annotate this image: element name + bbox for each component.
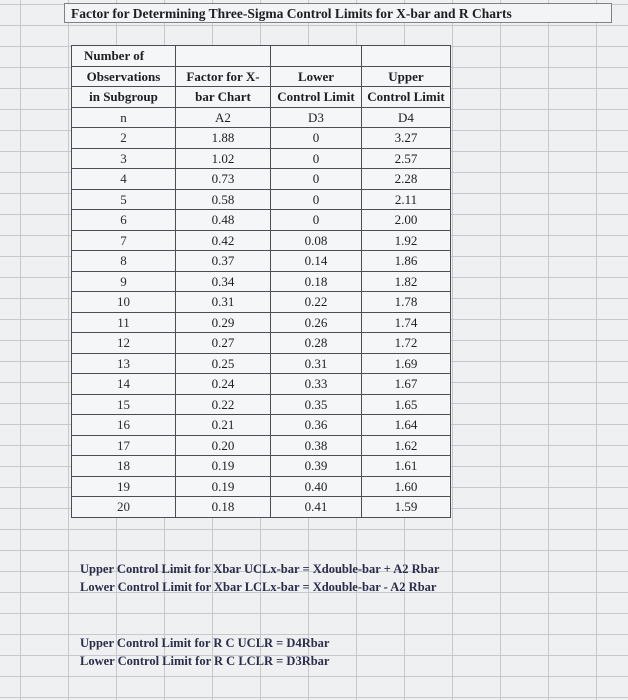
cell-n: 8 xyxy=(72,251,176,272)
ucl-xbar-formula: Upper Control Limit for Xbar UCLx-bar = Xdouble-bar + A2 Rbar xyxy=(80,562,440,576)
table-row xyxy=(72,476,451,497)
cell-d4: 1.67 xyxy=(362,374,451,395)
cell-a2: 0.25 xyxy=(176,353,271,374)
header-n-line2: Observations xyxy=(72,66,176,87)
cell-d3: 0.14 xyxy=(271,251,362,272)
cell-d4: 1.78 xyxy=(362,292,451,313)
cell-n: 6 xyxy=(72,210,176,231)
sheet-title: Factor for Determining Three-Sigma Control Limits for X-bar and R Charts xyxy=(64,3,612,23)
table-row xyxy=(72,374,451,395)
cell-d4: 1.64 xyxy=(362,415,451,436)
table-row xyxy=(72,148,451,169)
cell-d3: 0.39 xyxy=(271,456,362,477)
cell-a2: 1.02 xyxy=(176,148,271,169)
cell-n: 16 xyxy=(72,415,176,436)
cell-a2: 0.24 xyxy=(176,374,271,395)
formula-block xyxy=(80,560,439,670)
cell-d3: 0 xyxy=(271,189,362,210)
table-row xyxy=(72,415,451,436)
cell-n: 17 xyxy=(72,435,176,456)
symbol-d3: D3 xyxy=(271,107,362,128)
cell-a2: 0.31 xyxy=(176,292,271,313)
cell-a2: 0.48 xyxy=(176,210,271,231)
table-row xyxy=(72,251,451,272)
cell-n: 20 xyxy=(72,497,176,518)
cell-a2: 0.58 xyxy=(176,189,271,210)
header-d4-line2: Upper xyxy=(362,66,451,87)
header-row-3 xyxy=(72,87,451,108)
cell-d4: 2.00 xyxy=(362,210,451,231)
cell-d3: 0.08 xyxy=(271,230,362,251)
cell-a2: 0.20 xyxy=(176,435,271,456)
table-row xyxy=(72,435,451,456)
table-row xyxy=(72,169,451,190)
cell-d4: 1.82 xyxy=(362,271,451,292)
cell-d3: 0.22 xyxy=(271,292,362,313)
header-d3-line2: Lower xyxy=(271,66,362,87)
cell-d3: 0.33 xyxy=(271,374,362,395)
header-a2-line3: bar Chart xyxy=(176,87,271,108)
cell-d3: 0.28 xyxy=(271,333,362,354)
symbol-d4: D4 xyxy=(362,107,451,128)
cell-n: 19 xyxy=(72,476,176,497)
header-d3-line1 xyxy=(271,46,362,67)
table-row xyxy=(72,497,451,518)
cell-d4: 2.11 xyxy=(362,189,451,210)
cell-d3: 0.38 xyxy=(271,435,362,456)
cell-d4: 2.28 xyxy=(362,169,451,190)
cell-d4: 1.72 xyxy=(362,333,451,354)
table-row xyxy=(72,189,451,210)
cell-d4: 3.27 xyxy=(362,128,451,149)
cell-d4: 1.69 xyxy=(362,353,451,374)
cell-d3: 0.36 xyxy=(271,415,362,436)
header-a2-line1 xyxy=(176,46,271,67)
factor-table xyxy=(71,45,451,518)
header-a2-line2: Factor for X- xyxy=(176,66,271,87)
table-row xyxy=(72,312,451,333)
table-row xyxy=(72,292,451,313)
cell-d3: 0.18 xyxy=(271,271,362,292)
cell-n: 2 xyxy=(72,128,176,149)
cell-a2: 0.29 xyxy=(176,312,271,333)
cell-d3: 0.31 xyxy=(271,353,362,374)
cell-d4: 1.59 xyxy=(362,497,451,518)
cell-a2: 0.27 xyxy=(176,333,271,354)
cell-a2: 0.34 xyxy=(176,271,271,292)
ucl-r-formula: Upper Control Limit for R C UCLR = D4Rbar xyxy=(80,636,330,650)
factor-table-container xyxy=(71,45,451,518)
cell-d3: 0 xyxy=(271,128,362,149)
cell-n: 4 xyxy=(72,169,176,190)
header-row-2 xyxy=(72,66,451,87)
cell-n: 13 xyxy=(72,353,176,374)
cell-a2: 0.19 xyxy=(176,476,271,497)
cell-d3: 0 xyxy=(271,148,362,169)
table-row xyxy=(72,456,451,477)
cell-a2: 0.73 xyxy=(176,169,271,190)
table-row xyxy=(72,333,451,354)
cell-n: 14 xyxy=(72,374,176,395)
cell-n: 10 xyxy=(72,292,176,313)
table-row xyxy=(72,128,451,149)
cell-n: 5 xyxy=(72,189,176,210)
cell-d3: 0.35 xyxy=(271,394,362,415)
header-n-line1: Number of xyxy=(72,46,176,67)
header-d3-line3: Control Limit xyxy=(271,87,362,108)
table-row xyxy=(72,271,451,292)
factor-table-body xyxy=(72,128,451,518)
cell-n: 9 xyxy=(72,271,176,292)
table-row xyxy=(72,394,451,415)
lcl-r-formula: Lower Control Limit for R C LCLR = D3Rbar xyxy=(80,654,330,668)
lcl-xbar-formula: Lower Control Limit for Xbar LCLx-bar = Xdouble-bar - A2 Rbar xyxy=(80,580,437,594)
header-d4-line3: Control Limit xyxy=(362,87,451,108)
table-row xyxy=(72,230,451,251)
cell-a2: 0.19 xyxy=(176,456,271,477)
table-row xyxy=(72,210,451,231)
cell-d4: 1.74 xyxy=(362,312,451,333)
cell-a2: 0.21 xyxy=(176,415,271,436)
cell-d4: 2.57 xyxy=(362,148,451,169)
cell-d4: 1.92 xyxy=(362,230,451,251)
symbol-a2: A2 xyxy=(176,107,271,128)
table-row xyxy=(72,353,451,374)
cell-d4: 1.86 xyxy=(362,251,451,272)
header-d4-line1 xyxy=(362,46,451,67)
cell-d3: 0.41 xyxy=(271,497,362,518)
cell-n: 18 xyxy=(72,456,176,477)
symbol-n: n xyxy=(72,107,176,128)
cell-d3: 0.26 xyxy=(271,312,362,333)
cell-d3: 0 xyxy=(271,169,362,190)
cell-n: 11 xyxy=(72,312,176,333)
cell-d4: 1.60 xyxy=(362,476,451,497)
cell-a2: 0.18 xyxy=(176,497,271,518)
cell-d4: 1.61 xyxy=(362,456,451,477)
header-row-1 xyxy=(72,46,451,67)
formula-spacer xyxy=(80,596,439,634)
cell-n: 7 xyxy=(72,230,176,251)
cell-d3: 0 xyxy=(271,210,362,231)
cell-n: 15 xyxy=(72,394,176,415)
header-row-symbols xyxy=(72,107,451,128)
cell-n: 3 xyxy=(72,148,176,169)
header-n-line3: in Subgroup xyxy=(72,87,176,108)
cell-a2: 0.22 xyxy=(176,394,271,415)
cell-n: 12 xyxy=(72,333,176,354)
cell-d3: 0.40 xyxy=(271,476,362,497)
cell-a2: 0.37 xyxy=(176,251,271,272)
cell-d4: 1.62 xyxy=(362,435,451,456)
cell-a2: 0.42 xyxy=(176,230,271,251)
cell-d4: 1.65 xyxy=(362,394,451,415)
cell-a2: 1.88 xyxy=(176,128,271,149)
